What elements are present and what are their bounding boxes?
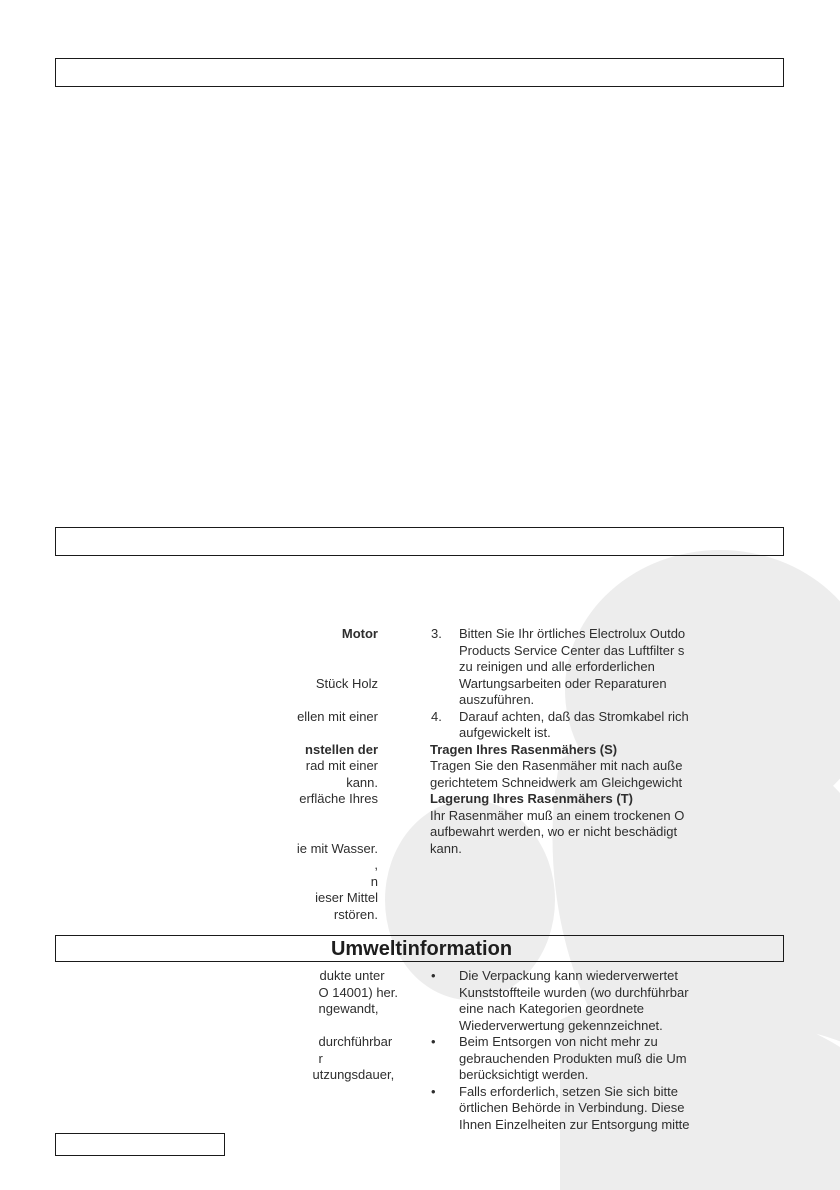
list-marker: 4.	[431, 708, 442, 724]
environment-title-box	[55, 935, 784, 962]
bullet-marker: •	[431, 1083, 436, 1099]
fragment-line	[297, 824, 378, 841]
fragment-line: ngewandt,	[318, 1001, 379, 1016]
bullet-line: berücksichtigt werden.	[459, 1067, 589, 1082]
fragment-line: n	[370, 873, 378, 889]
bullet-line: eine nach Kategorien geordnete	[459, 1001, 645, 1016]
fragment-line: utzungsdauer,	[312, 1067, 395, 1082]
fragment-line: rad mit einer	[305, 758, 378, 773]
list-line: auszuführen.	[459, 692, 535, 707]
bullet-item	[430, 968, 730, 1034]
fragment-line: Stück Holz	[315, 675, 378, 691]
fragment-line: dukte unter	[319, 968, 385, 983]
list-item	[430, 709, 730, 742]
list-line: Products Service Center das Luftfilter s	[459, 642, 685, 658]
storage-heading: Lagerung Ihres Rasenmähers (T)	[430, 791, 633, 806]
list-line: Wartungsarbeiten oder Reparaturen	[459, 675, 667, 691]
list-item	[430, 626, 730, 709]
environment-left-fragments	[306, 968, 399, 1084]
fragment-line: rstören.	[333, 906, 378, 922]
fragment-line: ellen mit einer	[297, 708, 378, 724]
middle-header-box	[55, 527, 784, 556]
fragment-line: ieser Mittel	[315, 890, 378, 905]
storage-line: Ihr Rasenmäher muß an einem trockenen O	[430, 807, 685, 823]
fragment-line: kann.	[346, 774, 378, 790]
list-line: Darauf achten, daß das Stromkabel rich	[459, 708, 689, 724]
fragment-line: durchführbar	[318, 1034, 393, 1049]
fragment-line	[306, 1018, 399, 1035]
fragment-line	[297, 808, 378, 825]
storage-line: kann.	[430, 840, 462, 856]
fragment-line: ie mit Wasser.	[296, 840, 378, 856]
bullet-item	[430, 1034, 730, 1084]
list-line: zu reinigen und alle erforderlichen	[459, 659, 655, 674]
fragment-line: ,	[374, 857, 378, 872]
bullet-line: Falls erforderlich, setzen Sie sich bitte	[459, 1083, 678, 1099]
bullet-marker: •	[431, 1034, 436, 1049]
bullet-line: Die Verpackung kann wiederverwertet	[459, 968, 678, 983]
bullet-line: Wiederverwertung gekennzeichnet.	[459, 1017, 663, 1033]
storage-line: aufbewahrt werden, wo er nicht beschädigt	[430, 824, 678, 839]
fragment-line: erfläche Ihres	[299, 791, 378, 806]
footer-box	[55, 1133, 225, 1156]
fragment-line: r	[318, 1050, 323, 1066]
right-column	[430, 626, 730, 857]
bullet-line: Kunststoffteile wurden (wo durchführbar	[459, 984, 689, 1000]
environment-bullets	[430, 968, 730, 1133]
bullet-item	[430, 1084, 730, 1134]
motor-heading: Motor	[341, 626, 378, 641]
fragment-line	[297, 692, 378, 709]
list-marker: 3.	[431, 626, 442, 641]
left-column-fragments	[297, 626, 378, 923]
carry-line: Tragen Sie den Rasenmäher mit nach auße	[430, 758, 683, 773]
carry-line: gerichtetem Schneidwerk am Gleichgewicht	[430, 774, 683, 790]
list-line: Bitten Sie Ihr örtliches Electrolux Outdo	[459, 626, 686, 641]
bullet-line: Ihnen Einzelheiten zur Entsorgung mitte	[459, 1116, 690, 1132]
bullet-marker: •	[431, 968, 436, 983]
bullet-line: gebrauchenden Produkten muß die Um	[459, 1050, 687, 1066]
fragment-heading: nstellen der	[305, 741, 378, 757]
top-header-box	[55, 58, 784, 87]
carry-heading: Tragen Ihres Rasenmähers (S)	[430, 741, 618, 757]
list-line: aufgewickelt ist.	[459, 725, 551, 740]
bullet-line: örtlichen Behörde in Verbindung. Diese	[459, 1100, 685, 1115]
fragment-line: O 14001) her.	[318, 984, 398, 1000]
bullet-line: Beim Entsorgen von nicht mehr zu	[459, 1034, 658, 1049]
environment-title: Umweltinformation	[330, 938, 513, 960]
